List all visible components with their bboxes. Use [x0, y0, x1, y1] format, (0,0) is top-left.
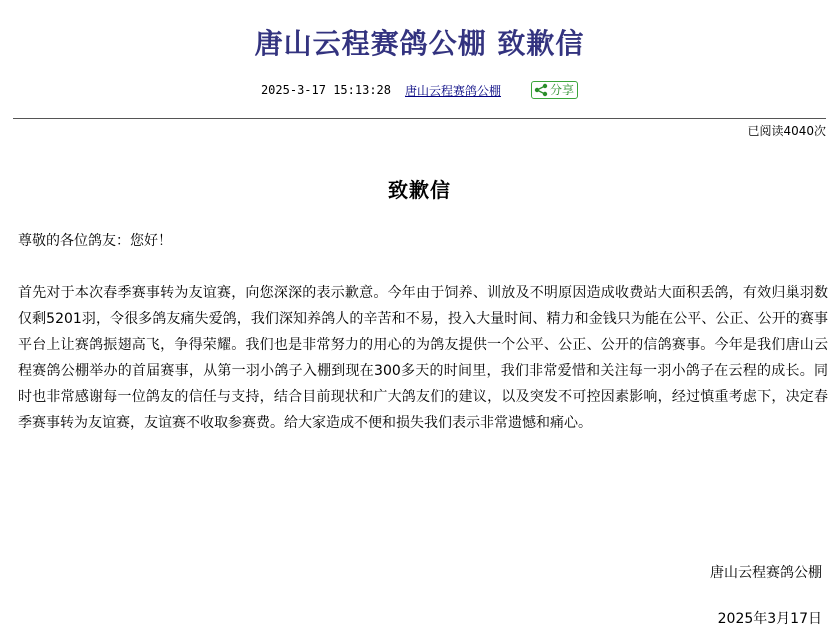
page-title: 唐山云程赛鸽公棚 致歉信	[254, 27, 585, 60]
signature: 唐山云程赛鸽公棚	[710, 565, 822, 581]
read-count: 已阅读4040次	[747, 124, 826, 138]
header-divider	[13, 118, 826, 119]
body-paragraph: 首先对于本次春季赛事转为友谊赛，向您深深的表示歉意。今年由于饲养、训放及不明原因造成收费站大面积丢鸽，有效归巢羽数仅剩5201羽，令很多鸽友痛失爱鸽，我们深知养鸽人的辛苦和不易，投入大量时间、精力和金钱只为能在公平、公正、公开的赛事平台上让赛鸽振翅高飞，争得荣耀。我们也是非常努力的用心的为鸽友提供一个公平、公正、公开的信鸽赛事。今年是我们唐山云程赛鸽公棚举办的首届赛事，从第一羽小鸽子入棚到现在300多天的时间里，我们非常爱惜和关注每一羽小鸽子在云程的成长。同时也非常感谢每一位鸽友的信任与支持，结合目前现状和广大鸽友们的建议，以及突发不可控因素影响，经过慎重考虑下，决定春季赛事转为友谊赛，友谊赛不收取参赛费。给大家造成不便和损失我们表示非常遗憾和痛心。	[18, 285, 828, 431]
source-link[interactable]: 唐山云程赛鸽公棚	[405, 83, 502, 98]
share-label: 分享	[550, 83, 575, 97]
signature-date: 2025年3月17日	[717, 611, 822, 627]
meta-row	[0, 78, 839, 102]
salutation: 尊敬的各位鸽友：您好！	[18, 233, 172, 249]
share-button[interactable]	[531, 81, 578, 99]
article-title: 致歉信	[388, 178, 451, 202]
publish-time: 2025-3-17 15:13:28	[260, 83, 391, 97]
share-icon	[534, 83, 548, 97]
